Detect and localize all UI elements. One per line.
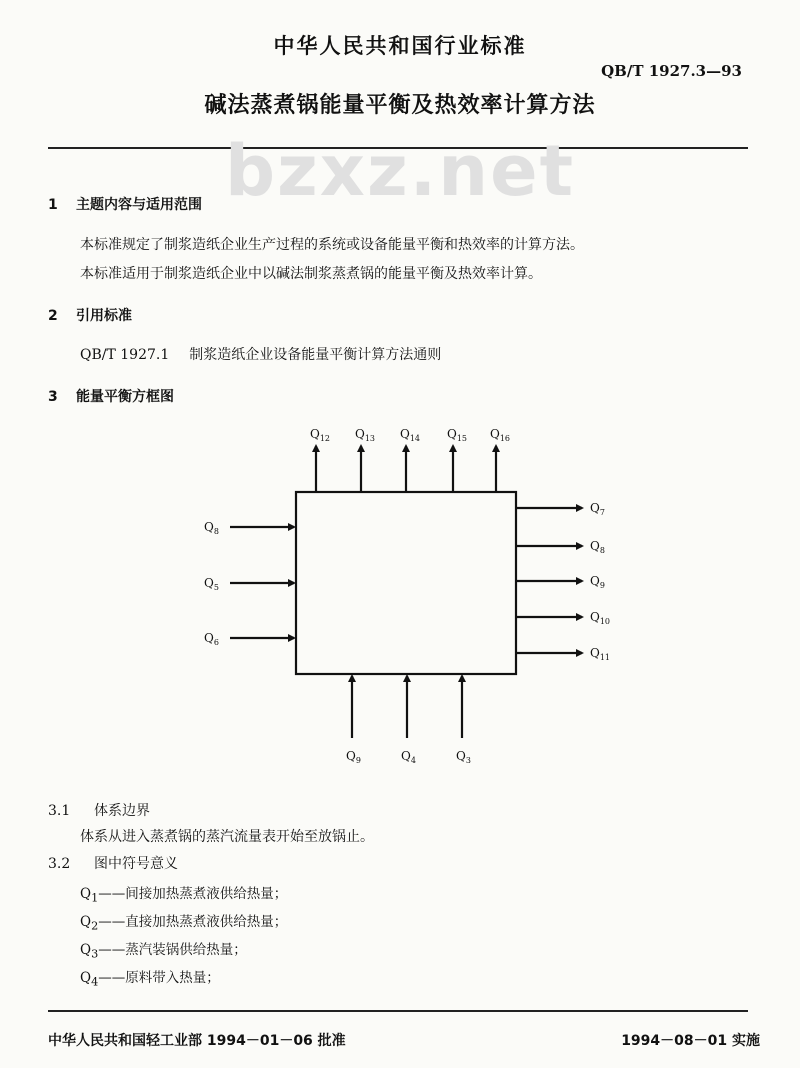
symbol-def-row — [80, 882, 287, 905]
flow-label: $Q_3$ — [456, 749, 471, 765]
watermark: bzxz.net — [224, 130, 576, 212]
section-3-2-heading — [48, 853, 178, 873]
section-3-1-number: 3.1 — [48, 803, 71, 819]
implementation-date: 1994－08－01 实施 — [621, 1033, 760, 1049]
symbol-subscript: 2 — [91, 919, 99, 933]
symbol-def-row — [80, 938, 247, 961]
symbol: Q — [80, 914, 92, 930]
flow-label: $Q_8$ — [590, 539, 605, 555]
section-3-title: 能量平衡方框图 — [76, 389, 174, 405]
flow-label: $Q_{15}$ — [447, 427, 468, 443]
symbol-def-row — [80, 910, 287, 933]
symbol-definition: ——直接加热蒸煮液供给热量； — [98, 914, 288, 930]
section-2-number: 2 — [48, 308, 58, 324]
symbol: Q — [80, 970, 92, 986]
section-1-para-1: 本标准规定了制浆造纸企业生产过程的系统或设备能量平衡和热效率的计算方法。 — [80, 237, 584, 253]
flow-label: $Q_5$ — [204, 576, 219, 592]
section-3-1-title: 体系边界 — [94, 803, 150, 819]
section-2-title: 引用标准 — [76, 308, 132, 324]
approval-line: 中华人民共和国轻工业部 1994－01－06 批准 — [48, 1033, 346, 1049]
footer-rule — [48, 1010, 748, 1012]
symbol-subscript: 3 — [91, 947, 99, 961]
flow-label: $Q_{12}$ — [310, 427, 331, 443]
flow-label: $Q_7$ — [590, 501, 605, 517]
section-1-number: 1 — [48, 197, 58, 213]
flow-label: $Q_{11}$ — [590, 646, 611, 662]
symbol-subscript: 4 — [91, 975, 99, 989]
flow-label: $Q_4$ — [401, 749, 416, 765]
flow-label: $Q_9$ — [590, 574, 605, 590]
flow-label: $Q_8$ — [204, 520, 219, 536]
section-3-2-title: 图中符号意义 — [94, 856, 178, 872]
document-title: 碱法蒸煮锅能量平衡及热效率计算方法 — [204, 93, 596, 118]
reference-code: QB/T 1927.1 — [80, 347, 170, 363]
symbol-definition: ——间接加热蒸煮液供给热量； — [98, 886, 288, 902]
flow-label: $Q_6$ — [204, 631, 219, 647]
symbol: Q — [80, 886, 92, 902]
standard-org-title: 中华人民共和国行业标准 — [273, 34, 527, 58]
system-boundary-box — [296, 492, 516, 674]
section-3-number: 3 — [48, 389, 58, 405]
symbol-definition: ——原料带入热量； — [98, 970, 220, 986]
flow-label: $Q_{14}$ — [400, 427, 421, 443]
symbol: Q — [80, 942, 92, 958]
flow-label: $Q_{13}$ — [355, 427, 376, 443]
symbol-definition: ——蒸汽装锅供给热量； — [98, 942, 247, 958]
standard-code: QB/T 1927.3—93 — [601, 62, 742, 80]
symbol-subscript: 1 — [91, 891, 99, 905]
reference-title: 制浆造纸企业设备能量平衡计算方法通则 — [189, 347, 442, 363]
symbol-def-row — [80, 966, 220, 989]
flow-label: $Q_9$ — [346, 749, 361, 765]
flow-label: $Q_{10}$ — [590, 610, 611, 626]
section-1-para-2: 本标准适用于制浆造纸企业中以碱法制浆蒸煮锅的能量平衡及热效率计算。 — [80, 266, 542, 282]
flow-label: $Q_{16}$ — [490, 427, 511, 443]
section-3-1-heading — [48, 800, 150, 820]
section-3-1-text: 体系从进入蒸煮锅的蒸汽流量表开始至放锅止。 — [80, 829, 374, 845]
section-3-2-number: 3.2 — [48, 856, 71, 872]
section-1-title: 主题内容与适用范围 — [76, 197, 202, 213]
